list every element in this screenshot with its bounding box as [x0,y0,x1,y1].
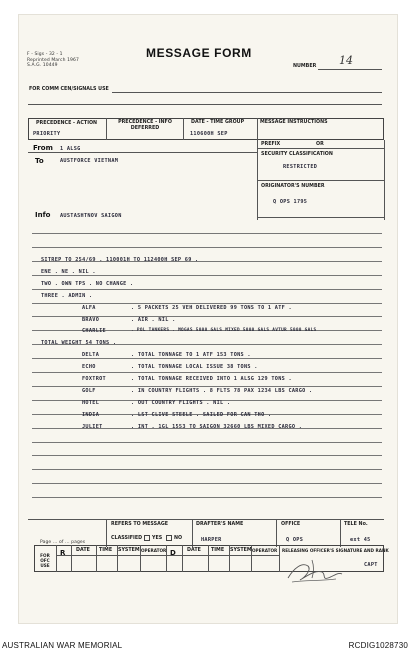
from-label: From [33,144,53,152]
body-line-text: . TOTAL TONNAGE RECEIVED INTO 1 ALSG 129 TONS . [131,376,292,382]
body-line-label: FOXTROT [82,376,106,382]
to-value: AUSTFORCE VIETNAM [60,158,119,164]
ruled-line [32,358,382,359]
precedence-action-value: PRIORITY [33,131,61,137]
dtg-value: 110600H SEP [190,131,228,137]
message-form-sheet [18,14,398,624]
drafter-value: HARPER [201,537,222,543]
office-label: OFFICE [281,522,301,527]
ruled-line [32,247,382,248]
body-line-text: . LST CLIVE STEELE . SAILED FOR CAN THO . [131,411,272,418]
r-label: R [60,549,66,557]
body-line-text: ENE . NE . NIL . [41,268,96,275]
body-line-label: ALFA [82,304,96,311]
d-date-header: DATE [187,548,201,553]
classified-label: CLASSIFIED [111,536,143,541]
body-line-text: . 5 PACKETS 25 VEH DELIVERED 99 TONS TO 1 ATF . [131,304,292,311]
classified-no-checkbox[interactable] [166,535,172,541]
form-ref-line: S.A.G. 10449 [27,63,58,68]
info-label: Info [35,211,51,219]
info-value: AUSTASHTNOV SAIGON [60,213,122,219]
prefix-label: PREFIX [261,142,281,147]
ruled-line [32,233,382,234]
body-line-label: INDIA [82,411,100,418]
d-system-header: SYSTEM [230,548,252,553]
body-line-text: TOTAL WEIGHT 54 TONS . [41,340,117,347]
ruled-line [32,372,382,373]
number-value: 14 [339,54,353,67]
officer-signature [282,556,352,586]
r-date-header: DATE [76,548,90,553]
classified-yes-checkbox[interactable] [144,535,150,541]
tele-value: ext 45 [350,537,371,543]
r-time-header: TIME [99,548,113,553]
body-line-label: GOLF [82,387,96,394]
form-ref-line: Reprinted March 1967 [27,57,79,63]
body-line-text: TWO . OWN TPS . NO CHANGE . [41,280,134,287]
body-line-label: ECHO [82,364,96,371]
ruled-line [32,303,382,304]
body-line-label: HOTEL [82,399,100,406]
d-operator-header: OPERATOR [252,548,278,553]
message-instructions-label: MESSAGE INSTRUCTIONS [260,120,328,125]
security-label: SECURITY CLASSIFICATION [261,152,333,157]
body-line-text: . TOTAL TONNAGE LOCAL ISSUE 38 TONS . [131,364,258,371]
d-label: D [170,549,176,557]
body-line-text: . TOTAL TONNAGE TO 1 ATF 153 TONS . [131,352,251,359]
number-label: NUMBER [293,64,317,69]
ruled-line [32,289,382,290]
originator-label: ORIGINATOR'S NUMBER [261,184,325,189]
body-line-text: . POL TANKERS . MOGAS 5000 GALS MIXED 5000 GALS AVTUR 5000 GALS [131,328,317,334]
for-ofc-use-label: FOR OFC USE [40,553,50,568]
ruled-line [32,469,382,470]
ruled-line [32,455,382,456]
ruled-line [32,442,382,443]
for-comm-label: FOR COMM CEN/SIGNALS USE [29,87,109,92]
precedence-action-label: PRECEDENCE - ACTION [36,121,98,126]
to-label: To [35,157,44,165]
or-label: OR [316,142,324,147]
d-time-header: TIME [211,548,225,553]
r-system-header: SYSTEM [118,548,140,553]
body-line-label: JULIET [82,423,103,430]
body-line-text: . OUT COUNTRY FLIGHTS . NIL . [131,399,231,406]
yes-label: YES [152,536,163,541]
drafter-label: DRAFTER'S NAME [196,522,244,527]
originator-value: Q OPS 1795 [273,199,308,205]
page-of-pages: Page ... of ... pages [40,540,86,545]
body-line-text: . IN COUNTRY FLIGHTS . 8 FLTS 78 PAX 1234 LBS CARGO . [131,387,313,394]
from-value: 1 ALSG [60,146,81,152]
body-line-text: . INT . 1GL 1553 TO SAIGON 32660 LBS MIXED CARGO . [131,423,303,430]
footer-record-id: RCDIG1028730 [348,641,408,650]
dtg-label: DATE - TIME GROUP [191,120,245,125]
office-value: Q OPS [286,537,304,543]
officer-rank: CAPT [364,562,378,568]
ruled-line [32,497,382,498]
ruled-line [32,386,382,387]
body-line-label: BRAVO [82,316,100,323]
body-line-text: SITREP TO 254/69 . 110001H TO 112400H SEP 69 . [41,257,199,263]
releasing-officer-label: RELEASING OFFICER'S SIGNATURE AND RANK [282,548,389,553]
form-ref-line: F - Sigs - 32 - 1 [27,52,63,57]
precedence-info-label: PRECEDENCE - INFO DEFERRED [118,120,172,131]
body-line-text: THREE . ADMIN . [41,292,93,299]
footer-archive: AUSTRALIAN WAR MEMORIAL [2,641,123,650]
no-label: NO [174,536,183,541]
tele-label: TELE No. [344,522,368,527]
form-reference [27,52,79,69]
body-line-text: . AIR . NIL . [131,316,176,323]
form-title: MESSAGE FORM [146,46,252,60]
r-operator-header: OPERATOR [141,548,167,553]
security-value: RESTRICTED [283,164,318,170]
body-line-label: CHARLIE [82,328,106,335]
body-line-label: DELTA [82,352,100,359]
refers-to-label: REFERS TO MESSAGE [111,522,169,527]
ruled-line [32,483,382,484]
